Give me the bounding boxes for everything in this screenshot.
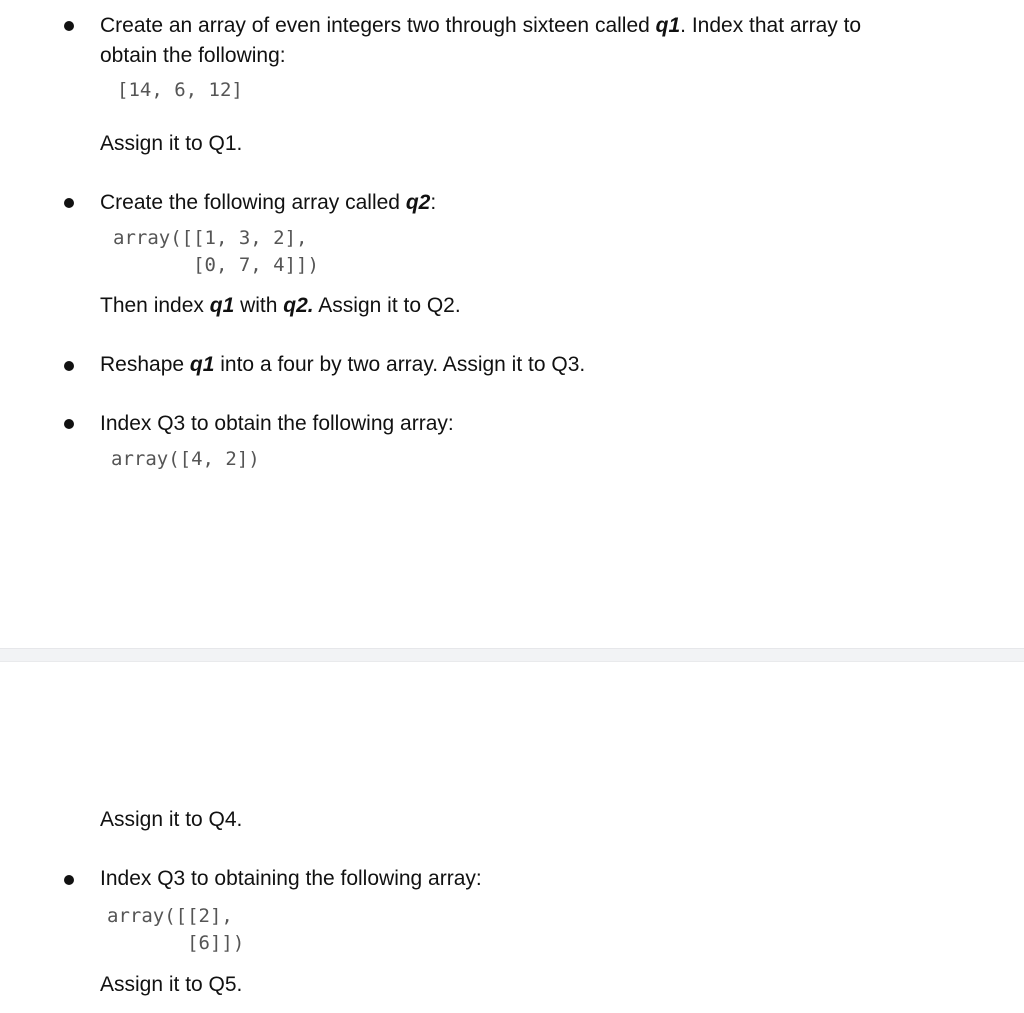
item-1-line-1: Create an array of even integers two through sixteen called q1. Index that array to (100, 14, 862, 37)
bullet-2 (64, 198, 74, 208)
page-divider (0, 648, 1024, 662)
var-q1: q1 (209, 294, 235, 317)
var-q2: q2 (405, 191, 431, 214)
item-5-line: Index Q3 to obtaining the following array: (100, 867, 482, 890)
item-3-line: Reshape q1 into a four by two array. Assign it to Q3. (100, 353, 586, 376)
code-example-2-line-2: [0, 7, 4]]) (113, 254, 319, 276)
bullet-3 (64, 361, 74, 371)
bullet-4 (64, 419, 74, 429)
item-4-line: Index Q3 to obtain the following array: (100, 412, 454, 435)
code-example-1: [14, 6, 12] (117, 79, 243, 101)
code-example-5-line-2: [6]]) (107, 932, 245, 954)
item-2-line: Create the following array called q2: (100, 191, 437, 214)
assign-q5-text: Assign it to Q5. (100, 973, 243, 996)
var-q1: q1 (189, 353, 215, 376)
assign-q4-text: Assign it to Q4. (100, 808, 243, 831)
bullet-5 (64, 875, 74, 885)
item-1-line-2: obtain the following: (100, 44, 286, 67)
bullet-1 (64, 21, 74, 31)
var-q2: q2. (283, 294, 314, 317)
assign-q1-text: Assign it to Q1. (100, 132, 243, 155)
code-example-2-line-1: array([[1, 3, 2], (113, 227, 308, 249)
code-example-5-line-1: array([[2], (107, 905, 233, 927)
code-example-4: array([4, 2]) (111, 448, 260, 470)
item-2-then-line: Then index q1 with q2. Assign it to Q2. (100, 294, 461, 317)
var-q1: q1 (655, 14, 681, 37)
